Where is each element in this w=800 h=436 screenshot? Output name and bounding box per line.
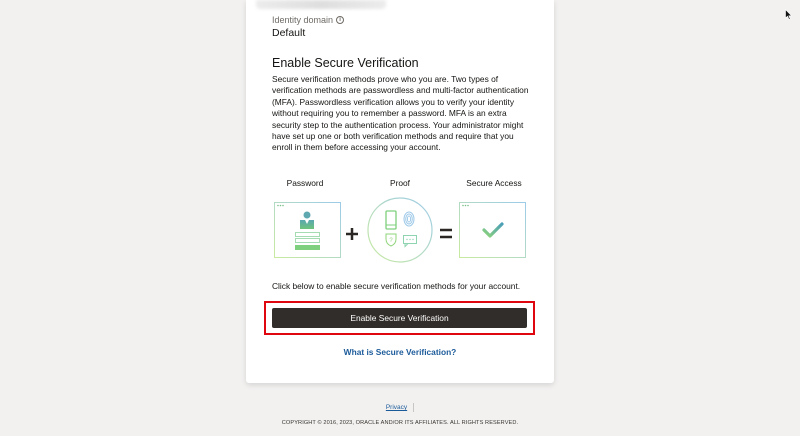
verification-diagram [266,178,534,270]
chat-bubble-icon [404,236,417,247]
description: Secure verification methods prove who you are. Two types of verification methods are passwordless and multi-factor authentication (MFA). Passwordless verification allows you to verify your identity without requiring you to remember a password. MFA is an extra security step to the authentication process. Your administrator might have set up one or both verification methods and require that you enroll in them before accessing your account. [272,74,529,153]
phone-icon [386,211,396,229]
verification-card [246,0,554,383]
proof-circle [368,198,432,262]
mouse-cursor-icon [785,9,793,21]
diagram-label-proof: Proof [389,178,411,188]
instruction-text: Click below to enable secure verification methods for your account. [272,281,521,291]
password-window-icon [275,203,341,258]
plus-operator [346,228,358,240]
identity-domain-label [272,15,344,25]
fingerprint-icon [404,212,414,226]
identity-domain-label-text: Identity domain [272,15,334,25]
svg-text:?: ? [389,238,393,244]
diagram-label-secure-access: Secure Access [466,178,522,188]
checkmark-window-icon [460,203,526,258]
username-blurred [256,0,386,9]
shield-question-icon [386,234,396,246]
equals-operator [440,230,452,237]
diagram-illustration [266,178,534,270]
copyright-text: COPYRIGHT © 2016, 2023, ORACLE AND/OR ITS AFFILIATES. ALL RIGHTS RESERVED. [281,420,519,426]
privacy-link[interactable]: Privacy [385,404,408,412]
page-title: Enable Secure Verification [272,56,419,70]
info-icon[interactable]: i [336,16,344,24]
footer-links [0,403,800,412]
diagram-label-password: Password [286,178,324,188]
footer-divider [413,403,414,412]
identity-domain-value: Default [272,27,306,39]
what-is-secure-verification-link[interactable]: What is Secure Verification? [343,347,457,357]
enable-secure-verification-button[interactable]: Enable Secure Verification [272,308,527,328]
